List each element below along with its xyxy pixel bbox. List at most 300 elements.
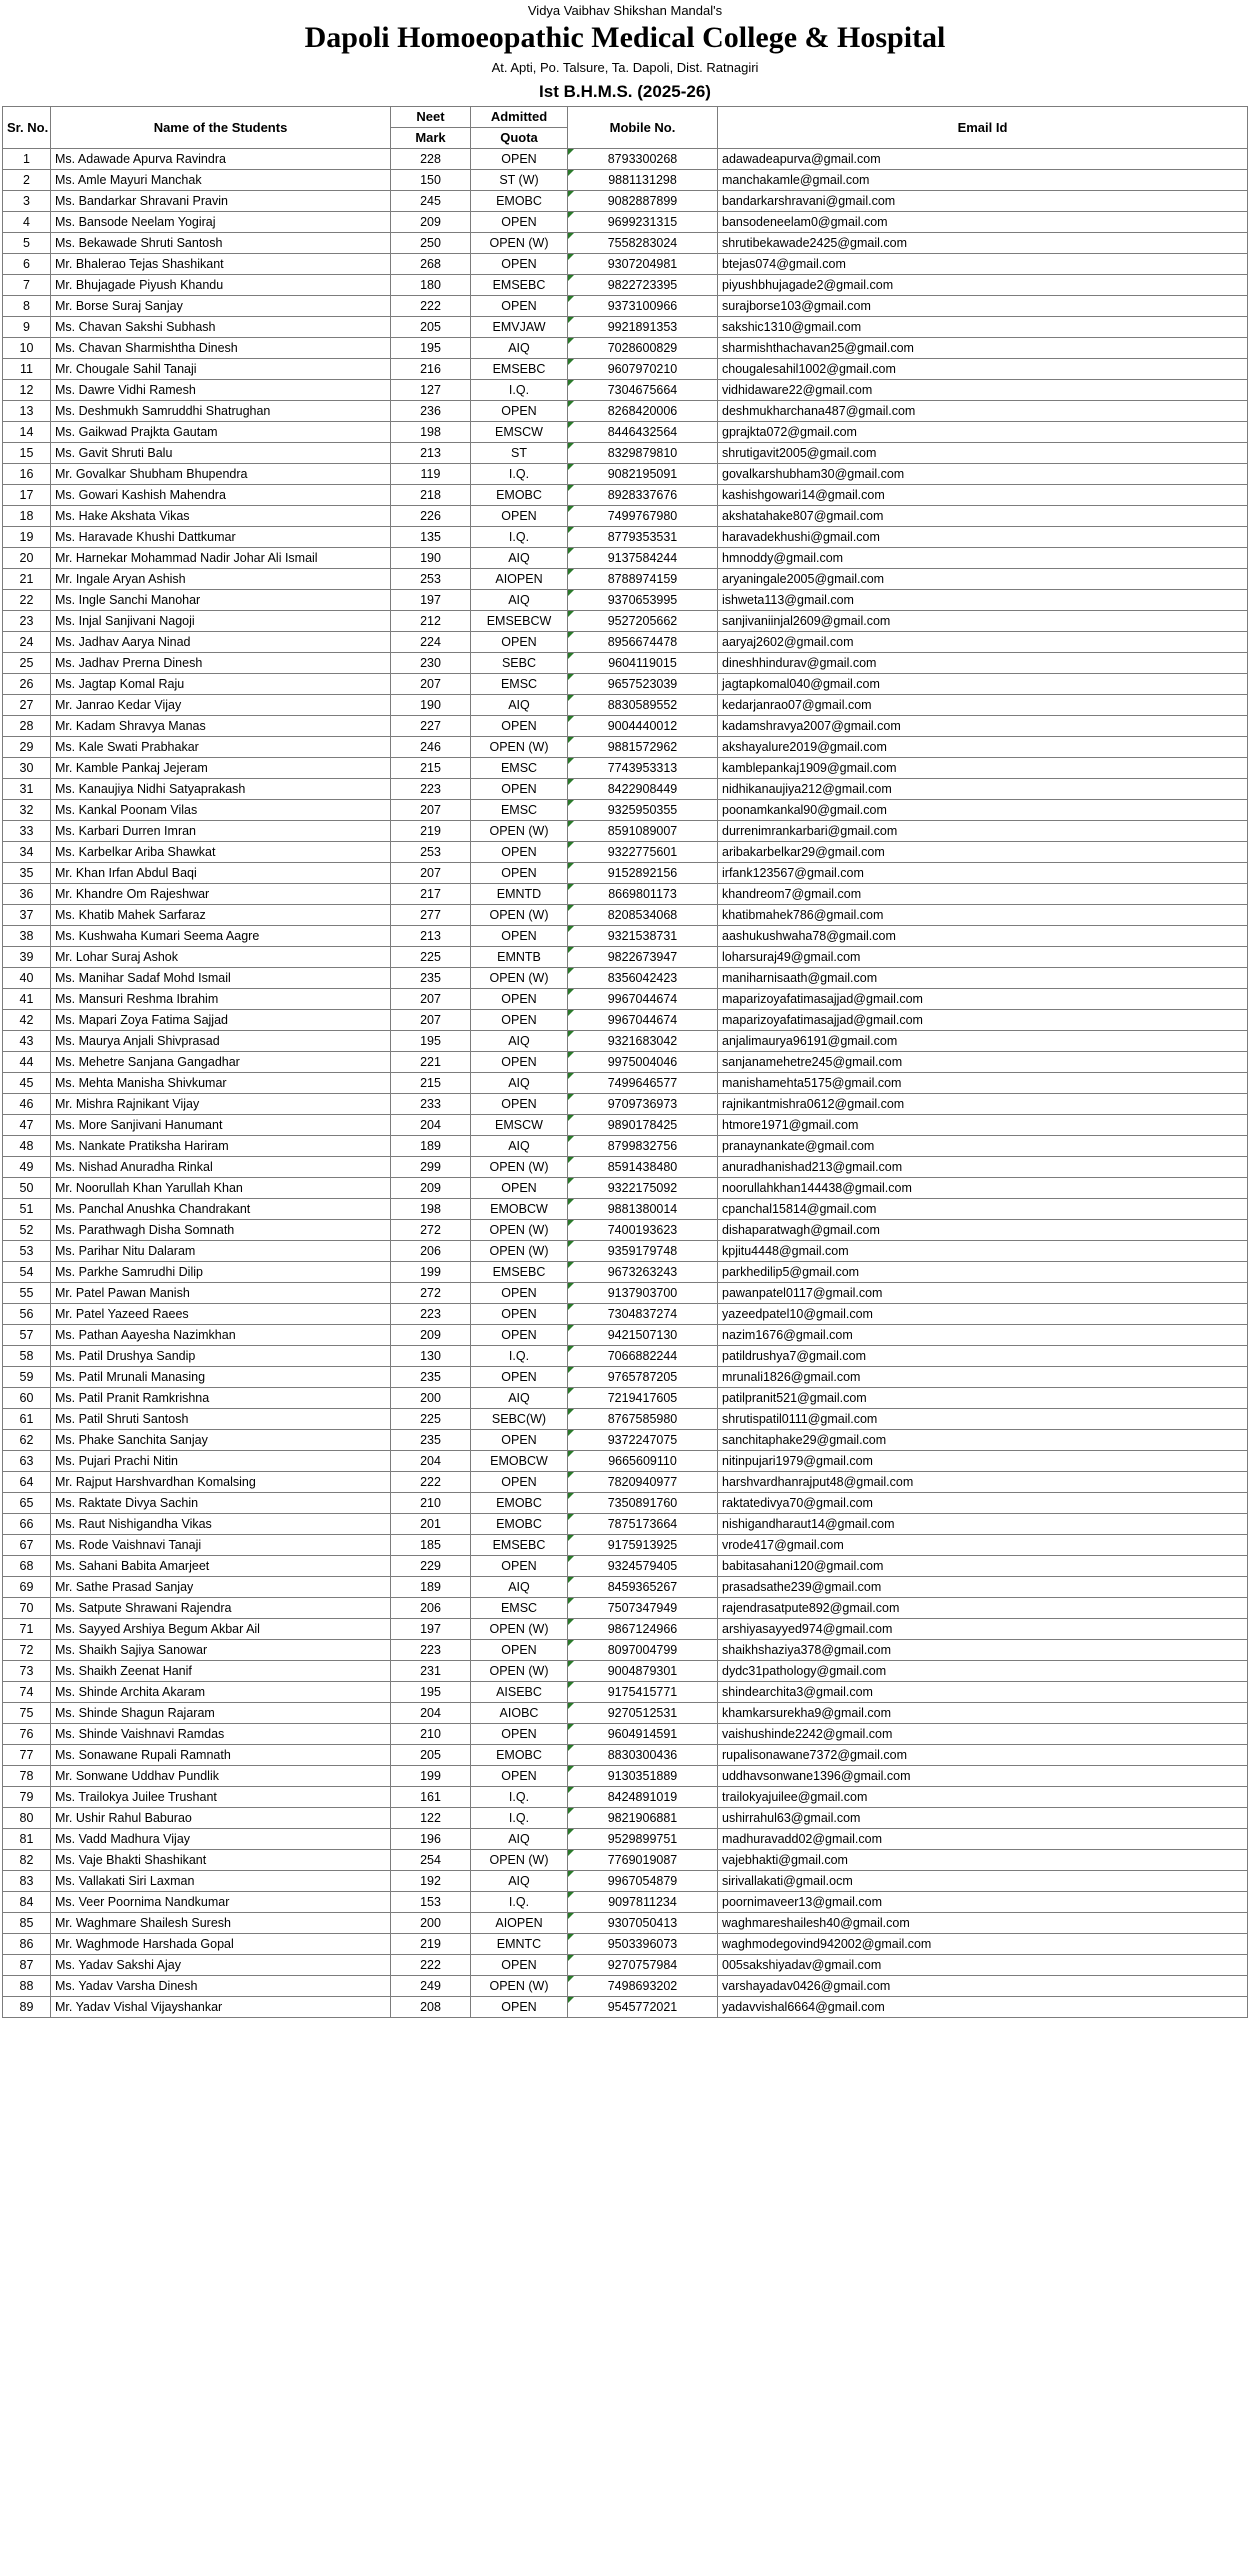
cell-mobile-no [568, 758, 718, 779]
cell-email-id: ushirrahul63@gmail.com [718, 1808, 1248, 1829]
mobile-no-text: 9137903700 [607, 1286, 678, 1300]
cell-student-name: Ms. Veer Poornima Nandkumar [51, 1892, 391, 1913]
mobile-no-text: 7304837274 [607, 1307, 678, 1321]
cell-admitted-quota: OPEN [471, 632, 568, 653]
cell-mobile-no [568, 359, 718, 380]
cell-student-name: Ms. Vadd Madhura Vijay [51, 1829, 391, 1850]
cell-sr-no: 51 [3, 1199, 51, 1220]
cell-sr-no: 5 [3, 233, 51, 254]
cell-sr-no: 11 [3, 359, 51, 380]
cell-error-marker-icon [568, 1661, 574, 1667]
table-row [3, 1073, 1248, 1094]
cell-error-marker-icon [568, 737, 574, 743]
cell-email-id: vaishushinde2242@gmail.com [718, 1724, 1248, 1745]
cell-admitted-quota: EMSC [471, 1598, 568, 1619]
mobile-no-text: 8830589552 [607, 698, 678, 712]
mobile-no-text: 8788974159 [607, 572, 678, 586]
cell-mobile-no [568, 1661, 718, 1682]
cell-student-name: Ms. Satpute Shrawani Rajendra [51, 1598, 391, 1619]
cell-mobile-no [568, 338, 718, 359]
cell-email-id: vajebhakti@gmail.com [718, 1850, 1248, 1871]
mobile-no-text: 9967044674 [607, 992, 678, 1006]
cell-admitted-quota: OPEN [471, 1430, 568, 1451]
cell-mobile-no [568, 1031, 718, 1052]
cell-sr-no: 12 [3, 380, 51, 401]
cell-neet-mark: 192 [391, 1871, 471, 1892]
mobile-no-text: 7558283024 [607, 236, 678, 250]
cell-neet-mark: 190 [391, 695, 471, 716]
cell-error-marker-icon [568, 1556, 574, 1562]
table-row [3, 296, 1248, 317]
cell-mobile-no [568, 989, 718, 1010]
cell-email-id: kedarjanrao07@gmail.com [718, 695, 1248, 716]
cell-error-marker-icon [568, 1010, 574, 1016]
cell-email-id: sirivallakati@gmail.ocm [718, 1871, 1248, 1892]
table-row [3, 653, 1248, 674]
cell-email-id: kamblepankaj1909@gmail.com [718, 758, 1248, 779]
cell-sr-no: 48 [3, 1136, 51, 1157]
cell-sr-no: 37 [3, 905, 51, 926]
cell-neet-mark: 150 [391, 170, 471, 191]
cell-admitted-quota: OPEN (W) [471, 233, 568, 254]
cell-admitted-quota: OPEN [471, 842, 568, 863]
cell-mobile-no [568, 1136, 718, 1157]
cell-error-marker-icon [568, 989, 574, 995]
cell-email-id: htmore1971@gmail.com [718, 1115, 1248, 1136]
cell-admitted-quota: OPEN [471, 1052, 568, 1073]
cell-student-name: Ms. Patil Mrunali Manasing [51, 1367, 391, 1388]
cell-neet-mark: 180 [391, 275, 471, 296]
cell-admitted-quota: OPEN [471, 1283, 568, 1304]
cell-neet-mark: 212 [391, 611, 471, 632]
cell-email-id: surajborse103@gmail.com [718, 296, 1248, 317]
table-row [3, 1241, 1248, 1262]
cell-mobile-no [568, 1535, 718, 1556]
table-row [3, 1283, 1248, 1304]
cell-error-marker-icon [568, 905, 574, 911]
cell-sr-no: 3 [3, 191, 51, 212]
cell-mobile-no [568, 1850, 718, 1871]
cell-student-name: Mr. Sathe Prasad Sanjay [51, 1577, 391, 1598]
mobile-no-text: 9921891353 [607, 320, 678, 334]
cell-admitted-quota: ST [471, 443, 568, 464]
cell-neet-mark: 249 [391, 1976, 471, 1997]
cell-admitted-quota: OPEN (W) [471, 1241, 568, 1262]
cell-error-marker-icon [568, 254, 574, 260]
cell-sr-no: 2 [3, 170, 51, 191]
cell-email-id: maparizoyafatimasajjad@gmail.com [718, 989, 1248, 1010]
cell-sr-no: 17 [3, 485, 51, 506]
cell-email-id: rajnikantmishra0612@gmail.com [718, 1094, 1248, 1115]
table-row [3, 254, 1248, 275]
cell-email-id: arshiyasayyed974@gmail.com [718, 1619, 1248, 1640]
cell-neet-mark: 199 [391, 1262, 471, 1283]
cell-admitted-quota: EMVJAW [471, 317, 568, 338]
cell-error-marker-icon [568, 1871, 574, 1877]
document-header [0, 0, 1250, 103]
table-row [3, 1010, 1248, 1031]
cell-error-marker-icon [568, 1850, 574, 1856]
cell-sr-no: 33 [3, 821, 51, 842]
cell-neet-mark: 210 [391, 1493, 471, 1514]
mobile-no-text: 7066882244 [607, 1349, 678, 1363]
mobile-no-text: 9822723395 [607, 278, 678, 292]
cell-error-marker-icon [568, 1052, 574, 1058]
cell-mobile-no [568, 1346, 718, 1367]
cell-email-id: nazim1676@gmail.com [718, 1325, 1248, 1346]
cell-neet-mark: 221 [391, 1052, 471, 1073]
cell-student-name: Mr. Chougale Sahil Tanaji [51, 359, 391, 380]
cell-student-name: Ms. Vaje Bhakti Shashikant [51, 1850, 391, 1871]
cell-neet-mark: 226 [391, 506, 471, 527]
cell-error-marker-icon [568, 1787, 574, 1793]
cell-email-id: mrunali1826@gmail.com [718, 1367, 1248, 1388]
table-row [3, 758, 1248, 779]
mobile-no-text: 9881380014 [607, 1202, 678, 1216]
cell-sr-no: 28 [3, 716, 51, 737]
mobile-no-text: 8329879810 [607, 446, 678, 460]
cell-email-id: sakshic1310@gmail.com [718, 317, 1248, 338]
cell-neet-mark: 130 [391, 1346, 471, 1367]
cell-student-name: Ms. Kushwaha Kumari Seema Aagre [51, 926, 391, 947]
cell-sr-no: 30 [3, 758, 51, 779]
table-row [3, 905, 1248, 926]
table-row [3, 779, 1248, 800]
cell-mobile-no [568, 1934, 718, 1955]
cell-student-name: Mr. Khandre Om Rajeshwar [51, 884, 391, 905]
cell-sr-no: 18 [3, 506, 51, 527]
cell-sr-no: 1 [3, 149, 51, 170]
cell-admitted-quota: AISEBC [471, 1682, 568, 1703]
table-row [3, 233, 1248, 254]
cell-mobile-no [568, 1493, 718, 1514]
cell-admitted-quota: AIQ [471, 1136, 568, 1157]
cell-mobile-no [568, 1808, 718, 1829]
cell-student-name: Ms. Pujari Prachi Nitin [51, 1451, 391, 1472]
table-row [3, 989, 1248, 1010]
cell-mobile-no [568, 1052, 718, 1073]
cell-sr-no: 49 [3, 1157, 51, 1178]
cell-sr-no: 4 [3, 212, 51, 233]
cell-mobile-no [568, 380, 718, 401]
cell-mobile-no [568, 1913, 718, 1934]
table-row [3, 1409, 1248, 1430]
cell-mobile-no [568, 275, 718, 296]
cell-sr-no: 89 [3, 1997, 51, 2018]
mobile-no-text: 7769019087 [607, 1853, 678, 1867]
cell-email-id: pawanpatel0117@gmail.com [718, 1283, 1248, 1304]
cell-student-name: Ms. Dawre Vidhi Ramesh [51, 380, 391, 401]
cell-neet-mark: 230 [391, 653, 471, 674]
table-row [3, 1892, 1248, 1913]
table-row [3, 1871, 1248, 1892]
table-row [3, 1388, 1248, 1409]
cell-mobile-no [568, 1388, 718, 1409]
cell-admitted-quota: EMOBC [471, 191, 568, 212]
cell-error-marker-icon [568, 674, 574, 680]
table-row [3, 569, 1248, 590]
cell-error-marker-icon [568, 359, 574, 365]
mobile-no-text: 9867124966 [607, 1622, 678, 1636]
cell-mobile-no [568, 1577, 718, 1598]
cell-neet-mark: 204 [391, 1115, 471, 1136]
cell-email-id: akshayalure2019@gmail.com [718, 737, 1248, 758]
cell-admitted-quota: OPEN [471, 926, 568, 947]
cell-neet-mark: 223 [391, 779, 471, 800]
cell-email-id: akshatahake807@gmail.com [718, 506, 1248, 527]
cell-error-marker-icon [568, 1976, 574, 1982]
cell-email-id: gprajkta072@gmail.com [718, 422, 1248, 443]
table-row [3, 527, 1248, 548]
cell-error-marker-icon [568, 779, 574, 785]
cell-neet-mark: 222 [391, 296, 471, 317]
cell-student-name: Mr. Bhalerao Tejas Shashikant [51, 254, 391, 275]
mobile-no-text: 9322175092 [607, 1181, 678, 1195]
table-row [3, 1829, 1248, 1850]
cell-email-id: shaikhshaziya378@gmail.com [718, 1640, 1248, 1661]
table-row [3, 1220, 1248, 1241]
cell-student-name: Ms. Parathwagh Disha Somnath [51, 1220, 391, 1241]
cell-neet-mark: 195 [391, 1682, 471, 1703]
mobile-no-text: 8424891019 [607, 1790, 678, 1804]
cell-student-name: Mr. Kamble Pankaj Jejeram [51, 758, 391, 779]
cell-error-marker-icon [568, 296, 574, 302]
table-row [3, 1493, 1248, 1514]
cell-error-marker-icon [568, 1283, 574, 1289]
cell-email-id: vrode417@gmail.com [718, 1535, 1248, 1556]
cell-sr-no: 50 [3, 1178, 51, 1199]
cell-student-name: Mr. Govalkar Shubham Bhupendra [51, 464, 391, 485]
cell-mobile-no [568, 800, 718, 821]
cell-student-name: Ms. Phake Sanchita Sanjay [51, 1430, 391, 1451]
mobile-no-text: 9321683042 [607, 1034, 678, 1048]
cell-error-marker-icon [568, 695, 574, 701]
cell-admitted-quota: OPEN [471, 1367, 568, 1388]
cell-mobile-no [568, 821, 718, 842]
cell-admitted-quota: AIOPEN [471, 569, 568, 590]
cell-neet-mark: 227 [391, 716, 471, 737]
cell-sr-no: 82 [3, 1850, 51, 1871]
mobile-no-text: 8591089007 [607, 824, 678, 838]
cell-neet-mark: 119 [391, 464, 471, 485]
cell-error-marker-icon [568, 485, 574, 491]
cell-student-name: Ms. Gaikwad Prajkta Gautam [51, 422, 391, 443]
cell-error-marker-icon [568, 1157, 574, 1163]
cell-neet-mark: 299 [391, 1157, 471, 1178]
table-row [3, 149, 1248, 170]
cell-sr-no: 72 [3, 1640, 51, 1661]
cell-admitted-quota: EMOBC [471, 1745, 568, 1766]
cell-admitted-quota: OPEN [471, 1997, 568, 2018]
cell-sr-no: 71 [3, 1619, 51, 1640]
cell-error-marker-icon [568, 1577, 574, 1583]
cell-error-marker-icon [568, 443, 574, 449]
mobile-no-text: 9709736973 [607, 1097, 678, 1111]
cell-admitted-quota: OPEN [471, 254, 568, 275]
cell-admitted-quota: AIQ [471, 1073, 568, 1094]
cell-email-id: noorullahkhan144438@gmail.com [718, 1178, 1248, 1199]
cell-neet-mark: 223 [391, 1640, 471, 1661]
cell-mobile-no [568, 1325, 718, 1346]
cell-neet-mark: 190 [391, 548, 471, 569]
cell-student-name: Ms. Shinde Archita Akaram [51, 1682, 391, 1703]
mobile-no-text: 9545772021 [607, 2000, 678, 2014]
cell-error-marker-icon [568, 1682, 574, 1688]
cell-email-id: harshvardhanrajput48@gmail.com [718, 1472, 1248, 1493]
cell-student-name: Mr. Bhujagade Piyush Khandu [51, 275, 391, 296]
cell-sr-no: 16 [3, 464, 51, 485]
cell-error-marker-icon [568, 1304, 574, 1310]
cell-email-id: manishamehta5175@gmail.com [718, 1073, 1248, 1094]
college-address: At. Apti, Po. Talsure, Ta. Dapoli, Dist. Ratnagiri [491, 60, 759, 75]
table-row [3, 611, 1248, 632]
cell-error-marker-icon [568, 317, 574, 323]
mobile-no-text: 9324579405 [607, 1559, 678, 1573]
cell-neet-mark: 204 [391, 1703, 471, 1724]
cell-mobile-no [568, 443, 718, 464]
cell-mobile-no [568, 779, 718, 800]
cell-student-name: Mr. Mishra Rajnikant Vijay [51, 1094, 391, 1115]
cell-error-marker-icon [568, 1598, 574, 1604]
cell-mobile-no [568, 590, 718, 611]
cell-student-name: Ms. Yadav Varsha Dinesh [51, 1976, 391, 1997]
cell-admitted-quota: EMNTD [471, 884, 568, 905]
cell-sr-no: 78 [3, 1766, 51, 1787]
cell-neet-mark: 209 [391, 1325, 471, 1346]
cell-error-marker-icon [568, 1094, 574, 1100]
cell-error-marker-icon [568, 1136, 574, 1142]
table-row [3, 800, 1248, 821]
cell-error-marker-icon [568, 1703, 574, 1709]
table-header [3, 107, 1248, 149]
cell-error-marker-icon [568, 1346, 574, 1352]
cell-email-id: maparizoyafatimasajjad@gmail.com [718, 1010, 1248, 1031]
cell-mobile-no [568, 527, 718, 548]
cell-sr-no: 22 [3, 590, 51, 611]
cell-mobile-no [568, 401, 718, 422]
cell-admitted-quota: EMSCW [471, 1115, 568, 1136]
cell-student-name: Ms. Chavan Sharmishtha Dinesh [51, 338, 391, 359]
cell-error-marker-icon [568, 1745, 574, 1751]
cell-mobile-no [568, 1430, 718, 1451]
cell-student-name: Mr. Lohar Suraj Ashok [51, 947, 391, 968]
cell-neet-mark: 200 [391, 1388, 471, 1409]
cell-admitted-quota: OPEN [471, 863, 568, 884]
cell-email-id: btejas074@gmail.com [718, 254, 1248, 275]
cell-admitted-quota: OPEN [471, 716, 568, 737]
cell-admitted-quota: OPEN (W) [471, 1976, 568, 1997]
mobile-no-text: 7219417605 [607, 1391, 678, 1405]
cell-mobile-no [568, 1304, 718, 1325]
cell-sr-no: 25 [3, 653, 51, 674]
cell-neet-mark: 210 [391, 1724, 471, 1745]
cell-student-name: Ms. Panchal Anushka Chandrakant [51, 1199, 391, 1220]
cell-mobile-no [568, 716, 718, 737]
cell-admitted-quota: I.Q. [471, 464, 568, 485]
cell-neet-mark: 209 [391, 1178, 471, 1199]
cell-error-marker-icon [568, 1220, 574, 1226]
cell-email-id: aryaningale2005@gmail.com [718, 569, 1248, 590]
table-row [3, 464, 1248, 485]
cell-neet-mark: 272 [391, 1220, 471, 1241]
cell-email-id: nidhikanaujiya212@gmail.com [718, 779, 1248, 800]
cell-admitted-quota: OPEN [471, 1094, 568, 1115]
cell-error-marker-icon [568, 1892, 574, 1898]
cell-email-id: dydc31pathology@gmail.com [718, 1661, 1248, 1682]
cell-email-id: nishigandharaut14@gmail.com [718, 1514, 1248, 1535]
cell-sr-no: 20 [3, 548, 51, 569]
cell-mobile-no [568, 233, 718, 254]
cell-sr-no: 77 [3, 1745, 51, 1766]
cell-mobile-no [568, 296, 718, 317]
cell-sr-no: 39 [3, 947, 51, 968]
cell-sr-no: 14 [3, 422, 51, 443]
cell-mobile-no [568, 506, 718, 527]
cell-student-name: Ms. Ingle Sanchi Manohar [51, 590, 391, 611]
cell-admitted-quota: OPEN [471, 779, 568, 800]
cell-error-marker-icon [568, 1997, 574, 2003]
cell-error-marker-icon [568, 1031, 574, 1037]
table-row [3, 317, 1248, 338]
cell-student-name: Ms. Kanaujiya Nidhi Satyaprakash [51, 779, 391, 800]
table-row [3, 1997, 1248, 2018]
cell-mobile-no [568, 569, 718, 590]
cell-mobile-no [568, 926, 718, 947]
cell-sr-no: 81 [3, 1829, 51, 1850]
cell-admitted-quota: SEBC [471, 653, 568, 674]
cell-admitted-quota: EMNTB [471, 947, 568, 968]
table-row [3, 1766, 1248, 1787]
cell-email-id: aribakarbelkar29@gmail.com [718, 842, 1248, 863]
cell-sr-no: 43 [3, 1031, 51, 1052]
cell-error-marker-icon [568, 1430, 574, 1436]
table-row [3, 1955, 1248, 1976]
cell-mobile-no [568, 1409, 718, 1430]
mobile-no-text: 9372247075 [607, 1433, 678, 1447]
mobile-no-text: 9967044674 [607, 1013, 678, 1027]
cell-email-id: sanjivaniinjal2609@gmail.com [718, 611, 1248, 632]
cell-admitted-quota: AIOPEN [471, 1913, 568, 1934]
cell-email-id: bansodeneelam0@gmail.com [718, 212, 1248, 233]
table-row [3, 884, 1248, 905]
cell-neet-mark: 272 [391, 1283, 471, 1304]
cell-error-marker-icon [568, 422, 574, 428]
cell-email-id: jagtapkomal040@gmail.com [718, 674, 1248, 695]
table-row [3, 548, 1248, 569]
cell-error-marker-icon [568, 1766, 574, 1772]
cell-neet-mark: 207 [391, 800, 471, 821]
cell-mobile-no [568, 149, 718, 170]
cell-error-marker-icon [568, 548, 574, 554]
mobile-no-text: 9604119015 [608, 656, 677, 670]
cell-sr-no: 57 [3, 1325, 51, 1346]
cell-error-marker-icon [568, 1199, 574, 1205]
cell-sr-no: 58 [3, 1346, 51, 1367]
cell-email-id: govalkarshubham30@gmail.com [718, 464, 1248, 485]
cell-error-marker-icon [568, 884, 574, 890]
cell-admitted-quota: EMOBC [471, 1493, 568, 1514]
table-row [3, 359, 1248, 380]
cell-email-id: waghmodegovind942002@gmail.com [718, 1934, 1248, 1955]
column-header-mark: Mark [391, 128, 471, 149]
mobile-no-text: 8956674478 [607, 635, 678, 649]
cell-student-name: Mr. Waghmode Harshada Gopal [51, 1934, 391, 1955]
cell-student-name: Ms. Rode Vaishnavi Tanaji [51, 1535, 391, 1556]
mobile-no-text: 9270757984 [607, 1958, 678, 1972]
cell-neet-mark: 207 [391, 989, 471, 1010]
cell-error-marker-icon [568, 275, 574, 281]
cell-email-id: kpjitu4448@gmail.com [718, 1241, 1248, 1262]
